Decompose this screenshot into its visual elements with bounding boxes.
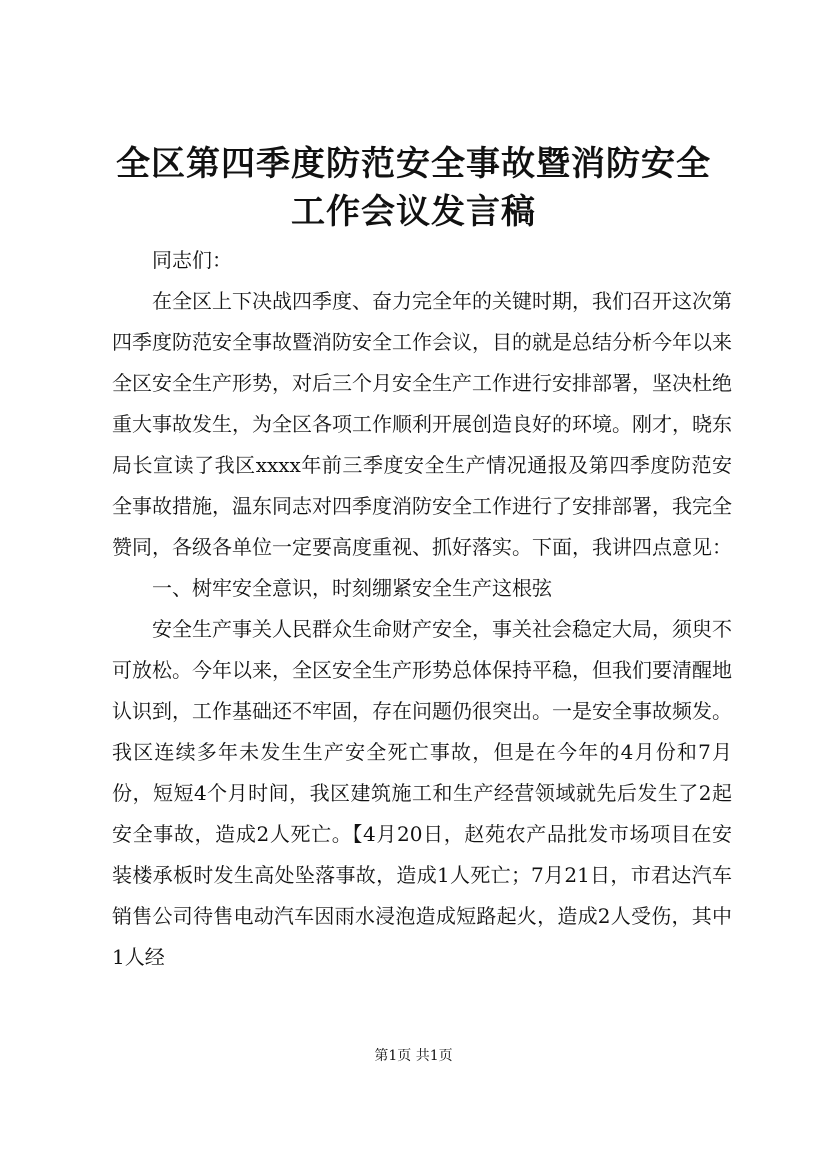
salutation-paragraph: 同志们： bbox=[152, 248, 232, 272]
section-heading-1: 一、树牢安全意识，时刻绷紧安全生产这根弦 bbox=[152, 576, 552, 600]
document-body bbox=[112, 240, 732, 978]
document-title: 全区第四季度防范安全事故暨消防安全工作会议发言稿 bbox=[116, 144, 711, 232]
intro-paragraph: 在全区上下决战四季度、奋力完全年的关键时期，我们召开这次第四季度防范安全事故暨消防安全工作会议，目的就是总结分析今年以来全区安全生产形势，对后三个月安全生产工作进行安排部署，坚决杜绝重大事故发生，为全区各项工作顺利开展创造良好的环境。刚才，晓东局长宣读了我区xxxx年前三季度安全生产情况通报及第四季度防范安全事故措施，温东同志对四季度消防安全工作进行了安排部署，我完全赞同，各级各单位一定要高度重视、抓好落实。下面，我讲四点意见： bbox=[112, 289, 732, 559]
page-footer: 第1页 共1页 bbox=[374, 1048, 453, 1064]
section-1-paragraph: 安全生产事关人民群众生命财产安全，事关社会稳定大局，须臾不可放松。今年以来，全区安全生产形势总体保持平稳，但我们要清醒地认识到，工作基础还不牢固，存在问题仍很突出。一是安全事故频发。我区连续多年未发生生产安全死亡事故，但是在今年的4月份和7月份，短短4个月时间，我区建筑施工和生产经营领域就先后发生了2起安全事故，造成2人死亡。【4月20日，赵苑农产品批发市场项目在安装楼承板时发生高处坠落事故，造成1人死亡；7月21日，市君达汽车销售公司待售电动汽车因雨水浸泡造成短路起火，造成2人受伤，其中1人经 bbox=[112, 617, 732, 969]
